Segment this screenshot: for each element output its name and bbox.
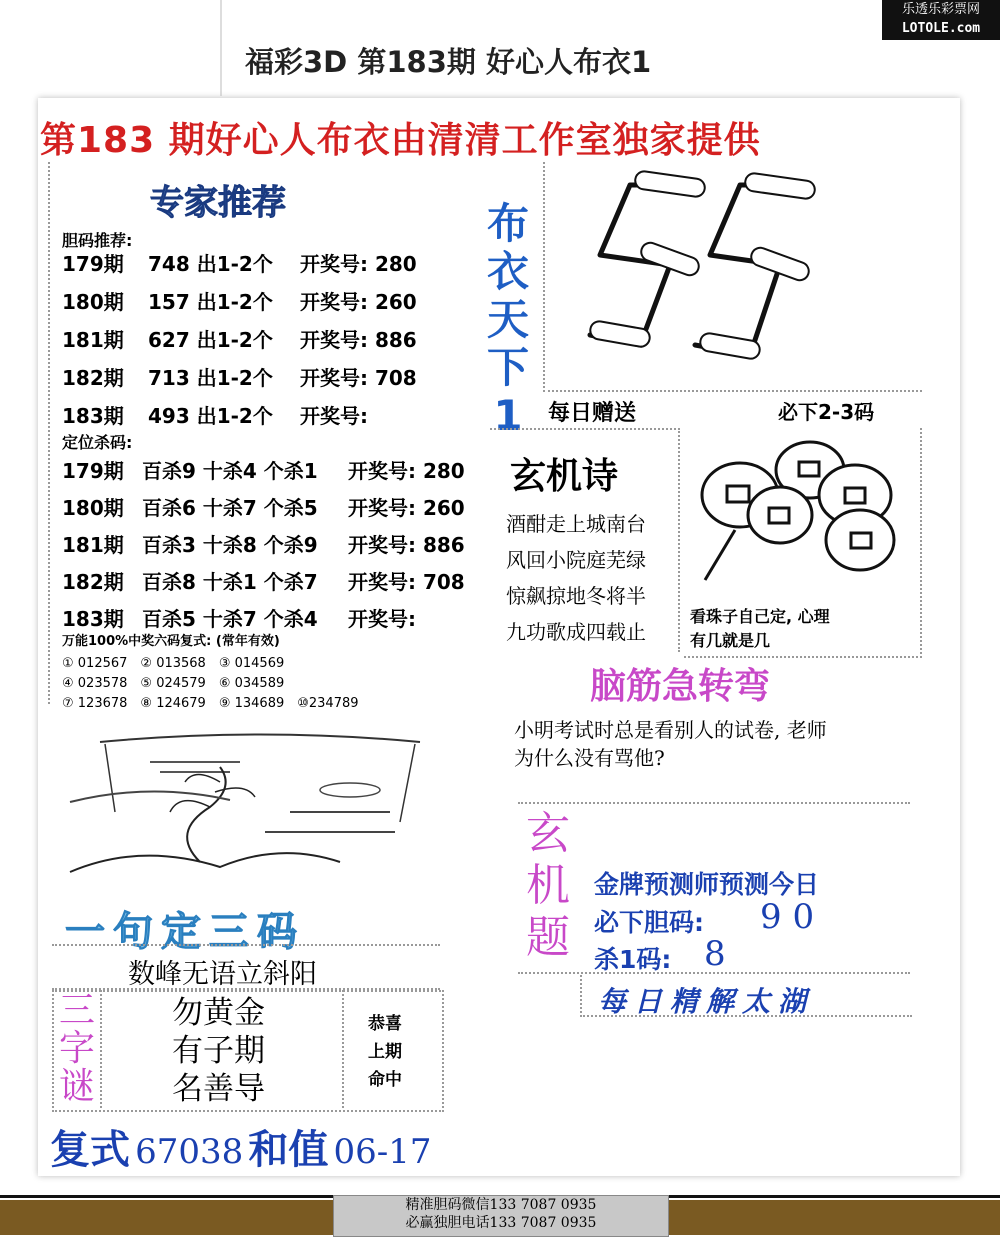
site-logo-en: LOTOLE.com: [901, 21, 981, 36]
kill-row: 181期 百杀3 十杀8 个杀9 开奖号: 886: [62, 533, 465, 557]
poem-line: 风回小院庭芜绿: [506, 548, 646, 572]
site-logo-cn: 乐透乐彩票网: [901, 2, 980, 17]
page-title: 福彩3D 第183期 好心人布衣1: [245, 45, 652, 79]
kill-one-value: 8: [704, 934, 726, 974]
three-riddle-lines: 勿黄金 有子期 名善导: [172, 995, 265, 1107]
dan-row: 179期 748 出1-2个 开奖号: 280: [62, 252, 417, 276]
compound-line: [50, 1118, 431, 1175]
three-riddle-divider: [342, 990, 344, 1108]
dan-row: 181期 627 出1-2个 开奖号: 886: [62, 328, 417, 352]
compound-value: 67038: [135, 1132, 244, 1172]
headline: 第183 期好心人布衣由清清工作室独家提供: [40, 120, 761, 161]
compound-label: 复式: [50, 1126, 130, 1173]
kill-row: 183期 百杀5 十杀7 个杀4 开奖号:: [62, 607, 416, 631]
must-dan-value: 9 0: [760, 897, 815, 937]
daily-solve-label: 每日精解太湖: [598, 985, 815, 1018]
dan-label: 胆码推荐:: [62, 231, 133, 250]
six-code-row: ① 012567 ② 013568 ③ 014569: [62, 656, 285, 671]
dan-row: 180期 157 出1-2个 开奖号: 260: [62, 290, 417, 314]
site-logo[interactable]: [882, 0, 1000, 40]
three-riddle-vertical: 三 字 谜: [58, 990, 95, 1107]
brain-question: 小明考试时总是看别人的试卷, 老师 为什么没有骂他?: [514, 718, 827, 770]
dan-list: [62, 248, 482, 438]
sum-value: 06-17: [333, 1132, 432, 1172]
fifty-five-sketch-image: [580, 165, 860, 385]
coins-sketch-image: [695, 440, 905, 600]
six-code-row: ⑦ 123678 ⑧ 124679 ⑨ 134689 ⑩234789: [62, 696, 359, 711]
poem-line: 惊飙掠地冬将半: [506, 584, 646, 608]
buyi-vertical-title: 布 衣 天 下 1: [486, 199, 529, 440]
daily-must-label: 必下2-3码: [778, 400, 875, 424]
kill-row: 179期 百杀9 十杀4 个杀1 开奖号: 280: [62, 459, 465, 483]
kill-label: 定位杀码:: [62, 433, 133, 452]
six-code-title: 万能100%中奖六码复式: (常年有效): [62, 634, 280, 649]
coins-caption: 看珠子自己定, 心理 有几就是几: [690, 607, 830, 650]
congrats-stamp: 恭喜 上期 命中: [368, 1014, 402, 1090]
dan-row: 183期 493 出1-2个 开奖号:: [62, 404, 368, 428]
one-sentence-title: 一句定三码: [65, 909, 305, 955]
xuanji-ti-vertical: 玄 机 题: [526, 808, 570, 963]
predictor-line: 金牌预测师预测今日: [594, 870, 820, 899]
kill-one-label: 杀1码:: [594, 945, 672, 974]
poem-lines: [506, 506, 646, 650]
poem-line: 酒酣走上城南台: [506, 512, 646, 536]
six-code-row: ④ 023578 ⑤ 024579 ⑥ 034589: [62, 676, 285, 691]
three-riddle-divider: [100, 990, 102, 1108]
expert-heading: 专家推荐: [150, 183, 286, 223]
kill-list: [62, 455, 482, 640]
wechat-line: 精准胆码微信133 7087 0935: [405, 1197, 597, 1213]
kill-row: 182期 百杀8 十杀1 个杀7 开奖号: 708: [62, 570, 465, 594]
sum-label: 和值: [248, 1126, 329, 1173]
phone-line: 必赢独胆电话133 7087 0935: [405, 1215, 597, 1231]
brain-title: 脑筋急转弯: [590, 665, 771, 707]
plant-sketch-image: [60, 722, 430, 887]
must-dan-label: 必下胆码:: [594, 908, 704, 937]
poem-line: 九功歌成四载止: [506, 620, 646, 644]
dan-row: 182期 713 出1-2个 开奖号: 708: [62, 366, 417, 390]
one-sentence-text: 数峰无语立斜阳: [128, 959, 317, 990]
poem-title: 玄机诗: [510, 456, 619, 497]
daily-gift-label: 每日赠送: [548, 401, 637, 426]
contact-box[interactable]: [333, 1195, 669, 1237]
top-divider: [220, 0, 222, 96]
kill-row: 180期 百杀6 十杀7 个杀5 开奖号: 260: [62, 496, 465, 520]
